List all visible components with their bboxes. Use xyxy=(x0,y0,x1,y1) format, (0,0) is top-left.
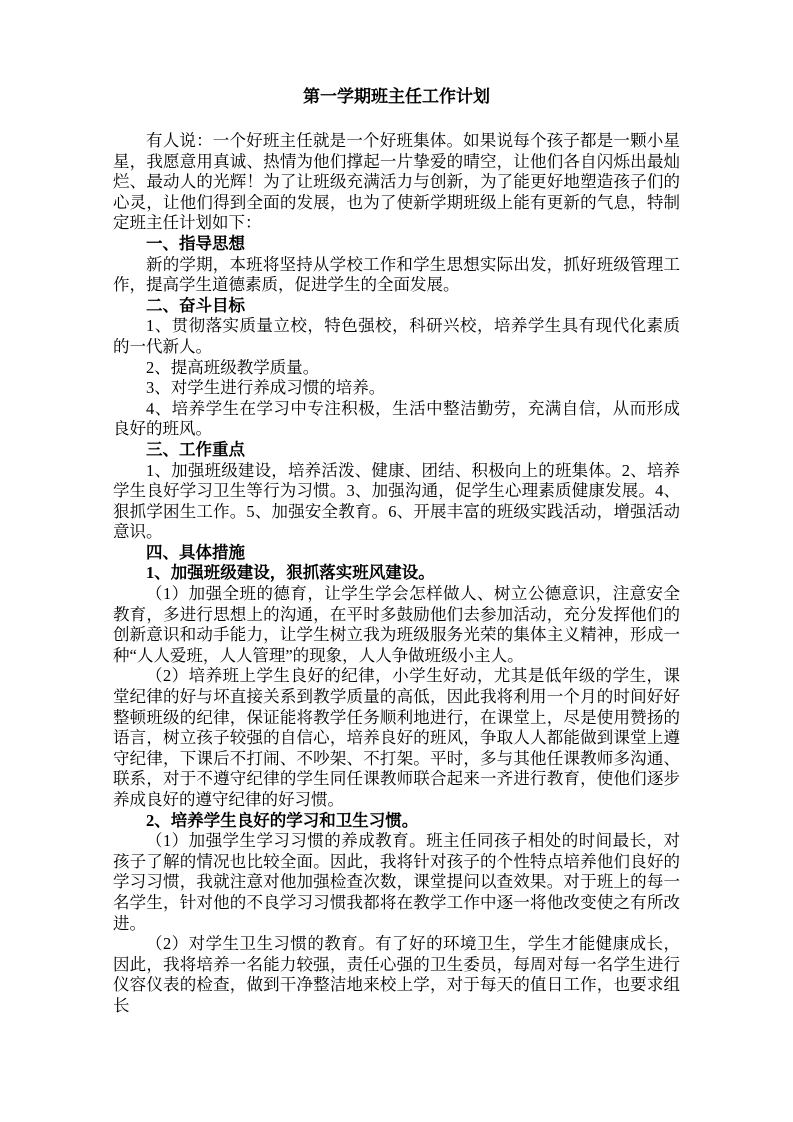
document-title: 第一学期班主任工作计划 xyxy=(303,87,490,106)
paragraph: 1、加强班级建设，培养活泼、健康、团结、积极向上的班集体。2、培养学生良好学习卫生等行为习惯。3、加强沟通，促学生心理素质健康发展。4、狠抓学困生工作。5、加强安全教育。6、开展丰富的班级实践活动，增强活动意识。 xyxy=(113,460,681,542)
paragraph: 新的学期，本班将坚持从学校工作和学生思想实际出发，抓好班级管理工作，提高学生道德素质，促进学生的全面发展。 xyxy=(113,254,680,295)
paragraph: 4、培养学生在学习中专注积极，生活中整洁勤劳，充满自信，从而形成良好的班风。 xyxy=(113,398,680,439)
paragraph: 二、奋斗目标 xyxy=(146,295,245,315)
paragraph: 1、加强班级建设，狠抓落实班风建设。 xyxy=(146,563,435,583)
paragraph: 四、具体措施 xyxy=(146,542,245,562)
paragraph: 三、工作重点 xyxy=(146,439,245,459)
paragraph: 2、培养学生良好的学习和卫生习惯。 xyxy=(146,810,419,830)
document-body xyxy=(113,131,680,1017)
paragraph: 有人说：一个好班主任就是一个好班集体。如果说每个孩子都是一颗小星星，我愿意用真诚、热情为他们撑起一片挚爱的晴空，让他们各自闪烁出最灿烂、最动人的光辉！为了让班级充满活力与创新，为了能更好地塑造孩子们的心灵，让他们得到全面的发展，也为了使新学期班级上能有更新的气息，特制定班主任计划如下： xyxy=(113,131,680,233)
paragraph: 2、提高班级教学质量。 xyxy=(146,357,320,377)
paragraph: 3、对学生进行养成习惯的培养。 xyxy=(146,378,386,398)
paragraph: （1）加强学生学习习惯的养成教育。班主任同孩子相处的时间最长，对孩子了解的情况也比较全面。因此，我将针对孩子的个性特点培养他们良好的学习习惯，我就注意对他加强检查次数，课堂提问以查效果。对于班上的每一名学生，针对他的不良学习习惯我都将在教学工作中逐一将他改变使之有所改进。 xyxy=(113,831,680,933)
paragraph: 一、指导思想 xyxy=(146,233,245,253)
paragraph: （2）对学生卫生习惯的教育。有了好的环境卫生，学生才能健康成长，因此，我将培养一名能力较强，责任心强的卫生委员，每周对每一名学生进行仪容仪表的检查，做到干净整洁地来校上学，对于每天的值日工作，也要求组长 xyxy=(113,934,680,1015)
paragraph: （1）加强全班的德育，让学生学会怎样做人、树立公德意识，注意安全教育，多进行思想上的沟通，在平时多鼓励他们去参加活动，充分发挥他们的创新意识和动手能力，让学生树立我为班级服务光荣的集体主义精神，形成一种“人人爱班，人人管理”的现象，人人争做班级小主人。 xyxy=(113,584,680,665)
paragraph: （2）培养班上学生良好的纪律，小学生好动，尤其是低年级的学生，课堂纪律的好与坏直接关系到教学质量的高低，因此我将利用一个月的时间好好整顿班级的纪律，保证能将教学任务顺利地进行，在课堂上，尽是使用赞扬的语言，树立孩子较强的自信心，培养良好的班风，争取人人都能做到课堂上遵守纪律，下课后不打闹、不吵架、不打架。平时，多与其他任课教师多沟通、联系，对于不遵守纪律的学生同任课教师联合起来一齐进行教育，使他们逐步养成良好的遵守纪律的好习惯。 xyxy=(113,666,680,809)
paragraph: 1、贯彻落实质量立校，特色强校，科研兴校，培养学生具有现代化素质的一代新人。 xyxy=(113,316,680,356)
